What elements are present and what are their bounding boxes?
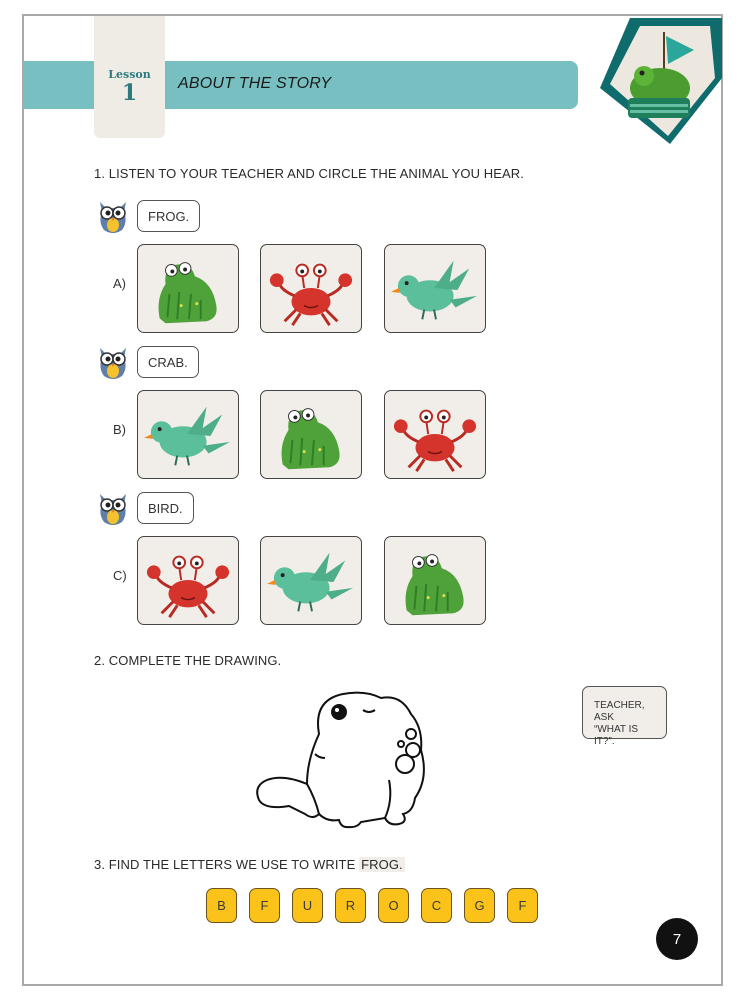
teacher-note-line1: TEACHER, ASK [594, 700, 645, 723]
animal-card[interactable] [384, 536, 486, 625]
page-title: ABOUT THE STORY [178, 75, 332, 92]
crab-icon [138, 537, 238, 624]
letter-tile[interactable]: U [292, 888, 323, 923]
lesson-number: 1 [121, 80, 138, 106]
teacher-note-line2: “WHAT IS IT?”. [594, 724, 639, 747]
teacher-note [582, 686, 667, 747]
exercise2-instruction: 2. COMPLETE THE DRAWING. [94, 653, 282, 668]
letter-tile[interactable]: R [335, 888, 366, 923]
row-label: B) [113, 422, 126, 437]
frog-outline-drawing[interactable] [253, 688, 443, 833]
row-label: C) [113, 568, 127, 583]
letter-tile[interactable]: F [507, 888, 538, 923]
exercise1-instruction: 1. LISTEN TO YOUR TEACHER AND CIRCLE THE ANIMAL YOU HEAR. [94, 166, 525, 181]
letter-tile[interactable]: G [464, 888, 495, 923]
frog-boat-illustration [590, 18, 722, 144]
animal-card[interactable] [137, 244, 239, 333]
frog-icon [385, 537, 485, 624]
crab-icon [261, 245, 361, 332]
highlight-word: FROG. [361, 857, 403, 872]
exercise3-instruction-text: 3. FIND THE LETTERS WE USE TO WRITE [94, 857, 360, 872]
crab-icon [385, 391, 485, 478]
lesson-label: Lesson [108, 68, 151, 81]
frog-icon [138, 245, 238, 332]
owl-icon [94, 342, 132, 382]
animal-card[interactable] [384, 390, 486, 479]
page-number: 7 [656, 918, 698, 960]
bird-icon [385, 245, 485, 332]
owl-icon [94, 488, 132, 528]
letter-tile[interactable]: C [421, 888, 452, 923]
animal-card[interactable] [260, 536, 362, 625]
animal-card[interactable] [260, 390, 362, 479]
prompt-bubble: CRAB. [137, 346, 199, 378]
animal-card[interactable] [137, 536, 239, 625]
owl-icon [94, 196, 132, 236]
exercise3-instruction [94, 857, 405, 872]
bird-icon [261, 537, 361, 624]
animal-card[interactable] [137, 390, 239, 479]
bird-icon [138, 391, 238, 478]
row-label: A) [113, 276, 126, 291]
animal-card[interactable] [260, 244, 362, 333]
prompt-bubble: BIRD. [137, 492, 194, 524]
animal-card[interactable] [384, 244, 486, 333]
letter-tile[interactable]: O [378, 888, 409, 923]
letter-tile[interactable]: B [206, 888, 237, 923]
letter-tile[interactable]: F [249, 888, 280, 923]
prompt-bubble: FROG. [137, 200, 200, 232]
frog-icon [261, 391, 361, 478]
